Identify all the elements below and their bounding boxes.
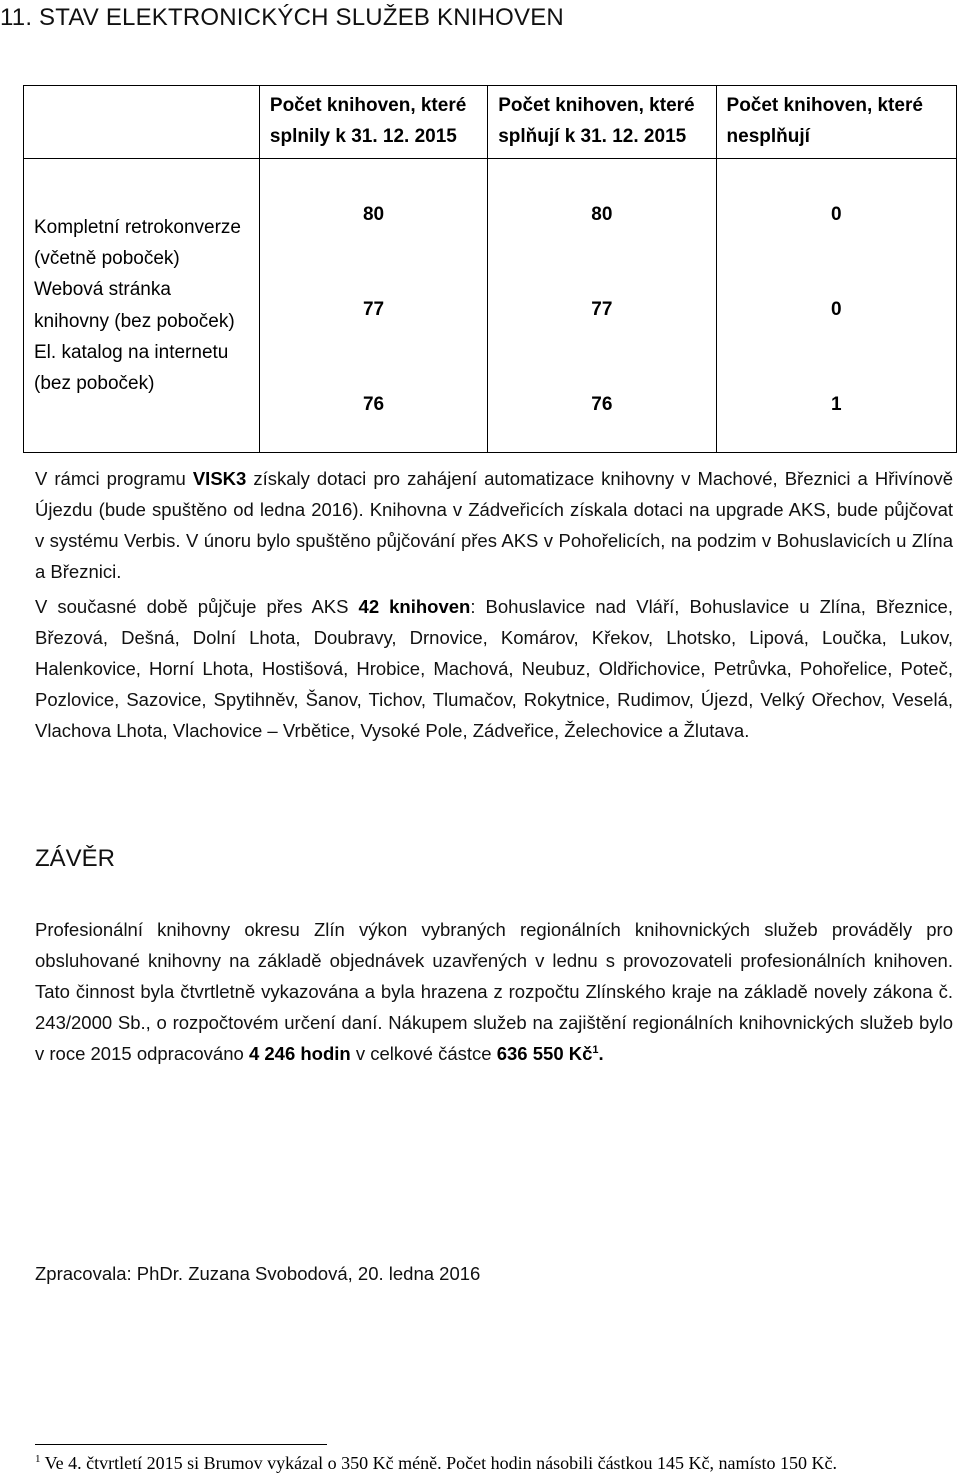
text-span: : Bohuslavice nad Vláří, Bohuslavice u Zlína, Březnice, Březová, Dešná, Dolní Lhota, Doubravy, Drnovice, Komárov, Křekov, Lhotsko, Lipová, Loučka, Lukov, Halenkovice, Horní Lhota, Hostišová, Hrobice, Machová, Neubuz, Oldřichovice, Petrůvka, Pohořelice, Poteč, Pozlovice, Sazovice, Spytihněv, Šanov, Tichov, Tlumačov, Rokytnice, Rudimov, Újezd, Velký Ořechov, Veselá, Vlachova Lhota, Vlachovice – Vrbětice, Vysoké Pole, Zádveřice, Želechovice a Žlutava. xyxy=(35,596,953,741)
bold-span: 636 550 Kč xyxy=(496,1043,593,1064)
table-corner-cell xyxy=(24,86,260,159)
table-header-row xyxy=(24,86,957,159)
table-cell: 80 xyxy=(488,159,716,263)
paragraph-conclusion xyxy=(35,914,953,1069)
section-title: 11. STAV ELEKTRONICKÝCH SLUŽEB KNIHOVEN xyxy=(0,4,564,31)
footnote-mark: 1 xyxy=(35,1453,41,1465)
text-span: v celkové částce xyxy=(350,1043,497,1064)
table-cell: 76 xyxy=(488,357,716,453)
column-header: Počet knihoven, které splňují k 31. 12. 2015 xyxy=(488,86,716,159)
table-cell: 0 xyxy=(716,159,956,263)
row-label: Kompletní retrokonverze (včetně poboček) xyxy=(34,216,241,270)
services-table xyxy=(23,85,957,453)
text-span: V rámci programu xyxy=(35,468,193,489)
table-row xyxy=(24,159,957,263)
bold-span: 4 246 hodin xyxy=(248,1043,351,1064)
conclusion-heading: ZÁVĚR xyxy=(35,845,116,872)
paragraph-visk3 xyxy=(35,463,953,587)
signature: Zpracovala: PhDr. Zuzana Svobodová, 20. ledna 2016 xyxy=(35,1263,481,1284)
footnote xyxy=(35,1453,837,1474)
table-cell: 1 xyxy=(716,357,956,453)
table-cell: 80 xyxy=(259,159,487,263)
table-cell: 77 xyxy=(488,262,716,357)
bold-span: . xyxy=(598,1043,604,1064)
bold-span: VISK3 xyxy=(192,468,247,489)
paragraph-aks-libraries xyxy=(35,591,953,746)
column-header: Počet knihoven, které splnily k 31. 12. 2015 xyxy=(259,86,487,159)
table-cell: 76 xyxy=(259,357,487,453)
row-label: El. katalog na internetu (bez poboček) xyxy=(34,341,229,394)
footnote-text: Ve 4. čtvrtletí 2015 si Brumov vykázal o 350 Kč méně. Počet hodin násobili částkou 145 Kč, namísto 150 Kč. xyxy=(40,1453,838,1473)
row-label: Webová stránka knihovny (bez poboček) xyxy=(34,279,235,332)
table-cell: 77 xyxy=(259,262,487,357)
row-labels-cell xyxy=(24,159,260,453)
footnote-divider xyxy=(35,1444,327,1445)
text-span: získaly dotaci pro zahájení automatizace knihovny v Machové, Březnici a Hřivínově Újezdu (bude spuštěno od ledna 2016). Knihovna v Zádveřicích získala dotaci na upgrade AKS, bude půjčovat v systému Verbis. V únoru bylo spuštěno půjčování přes AKS v Pohořelicích, na podzim v Bohuslavicích u Zlína a Březnici. xyxy=(35,468,954,582)
bold-span: 42 knihoven xyxy=(358,596,471,617)
text-span: V současné době půjčuje přes AKS xyxy=(35,596,359,617)
column-header: Počet knihoven, které nesplňují xyxy=(716,86,956,159)
table-cell: 0 xyxy=(716,262,956,357)
text-span: Profesionální knihovny okresu Zlín výkon vybraných regionálních knihovnických služeb prováděly pro obsluhované knihovny na základě objednávek uzavřených v lednu s provozovateli profesionálních knihoven. Tato činnost byla čtvrtletně vykazována a byla hrazena z rozpočtu Zlínského kraje na základě novely zákona č. 243/2000 Sb., o rozpočtovém určení daní. Nákupem služeb na zajištění regionálních knihovnických služeb bylo v roce 2015 odpracováno xyxy=(35,919,953,1064)
footnote-ref: 1 xyxy=(592,1043,599,1056)
